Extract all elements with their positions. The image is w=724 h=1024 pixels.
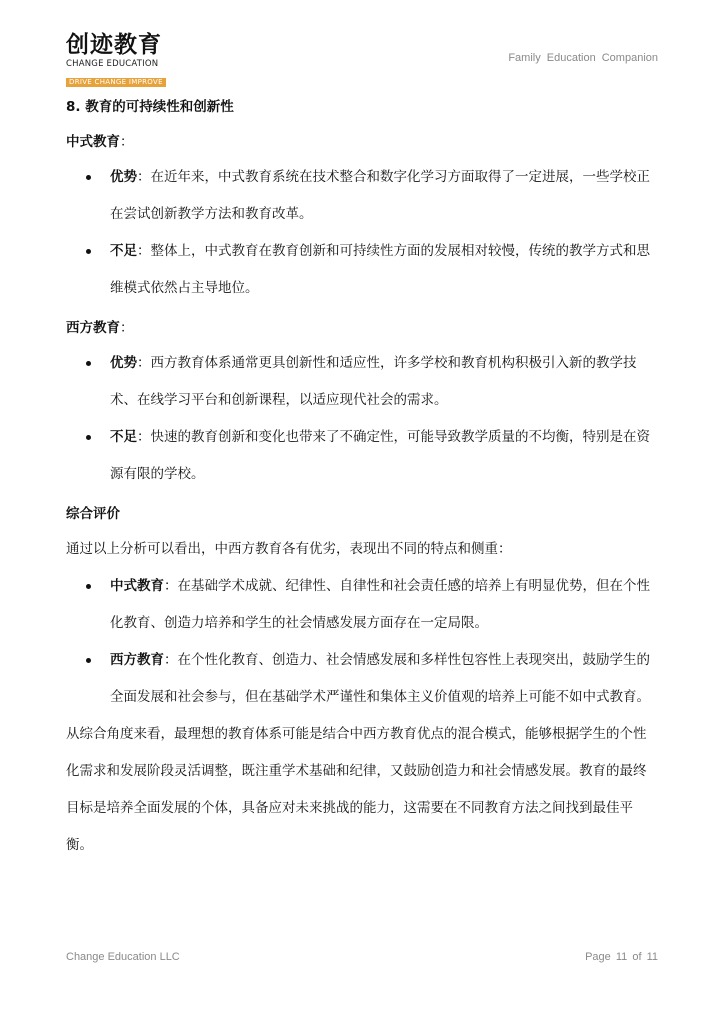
page-of: of [632,951,642,963]
bullet-icon [86,361,91,366]
page-label: Page [585,951,611,963]
subheading-summary: 综合评价 [66,506,120,522]
bullet-icon [86,584,91,589]
list-item [66,419,658,493]
summary-conclusion: 从综合角度来看，最理想的教育体系可能是结合中西方教育优点的混合模式，能够根据学生的个性化需求和发展阶段灵活调整，既注重学术基础和纪律，又鼓励创造力和社会情感发展。教育的最终目标是培养全面发展的个体，具备应对未来挑战的能力，这需要在不同教育方法之间找到最佳平衡。 [66,726,647,853]
header-title: Family Education Companion [508,52,658,64]
list-item-term: 不足 [110,429,137,445]
bullet-icon [86,658,91,663]
page-total: 11 [646,951,658,963]
subheading-colon: ： [120,134,134,150]
page-number [585,951,658,963]
page-current: 11 [615,951,628,963]
list-item [66,642,658,716]
subheading-text: 西方教育 [66,320,120,336]
list-item-term: 西方教育 [110,652,164,668]
list-item-text: ：在个性化教育、创造力、社会情感发展和多样性包容性上表现突出，鼓励学生的全面发展和社会参与，但在基础学术严谨性和集体主义价值观的培养上可能不如中式教育。 [110,652,650,705]
list-item-text: ：整体上，中式教育在教育创新和可持续性方面的发展相对较慢，传统的教学方式和思维模式依然占主导地位。 [110,243,650,296]
list-item [66,345,658,419]
logo-tagline: DRIVE CHANGE IMPROVE [66,78,166,87]
chinese-education-list [66,159,658,307]
list-item [66,568,658,642]
list-item-text: ：快速的教育创新和变化也带来了不确定性，可能导致教学质量的不均衡，特别是在资源有限的学校。 [110,429,650,482]
subheading-western-education [66,317,658,339]
logo-chinese-text: 创迹教育 [66,32,162,58]
subheading-text: 中式教育 [66,134,120,150]
list-item-term: 优势 [110,355,137,371]
section-title: 8. 教育的可持续性和创新性 [66,99,234,115]
document-body [66,96,658,864]
subheading-chinese-education [66,131,658,153]
list-item-term: 中式教育 [110,578,164,594]
bullet-icon [86,175,91,180]
bullet-icon [86,435,91,440]
list-item [66,233,658,307]
list-item-text: ：在近年来，中式教育系统在技术整合和数字化学习方面取得了一定进展，一些学校正在尝试创新教学方法和教育改革。 [110,169,650,222]
bullet-icon [86,249,91,254]
list-item-term: 不足 [110,243,137,259]
list-item-text: ：西方教育体系通常更具创新性和适应性，许多学校和教育机构积极引入新的教学技术、在线学习平台和创新课程，以适应现代社会的需求。 [110,355,637,408]
logo-english-text: CHANGE EDUCATION [66,59,159,69]
list-item-text: ：在基础学术成就、纪律性、自律性和社会责任感的培养上有明显优势，但在个性化教育、创造力培养和学生的社会情感发展方面存在一定局限。 [110,578,650,631]
list-item-term: 优势 [110,169,137,185]
summary-list [66,568,658,716]
summary-intro: 通过以上分析可以看出，中西方教育各有优劣，表现出不同的特点和侧重： [66,541,512,557]
company-logo [66,32,163,88]
list-item [66,159,658,233]
subheading-colon: ： [120,320,134,336]
footer-company: Change Education LLC [66,951,180,963]
western-education-list [66,345,658,493]
